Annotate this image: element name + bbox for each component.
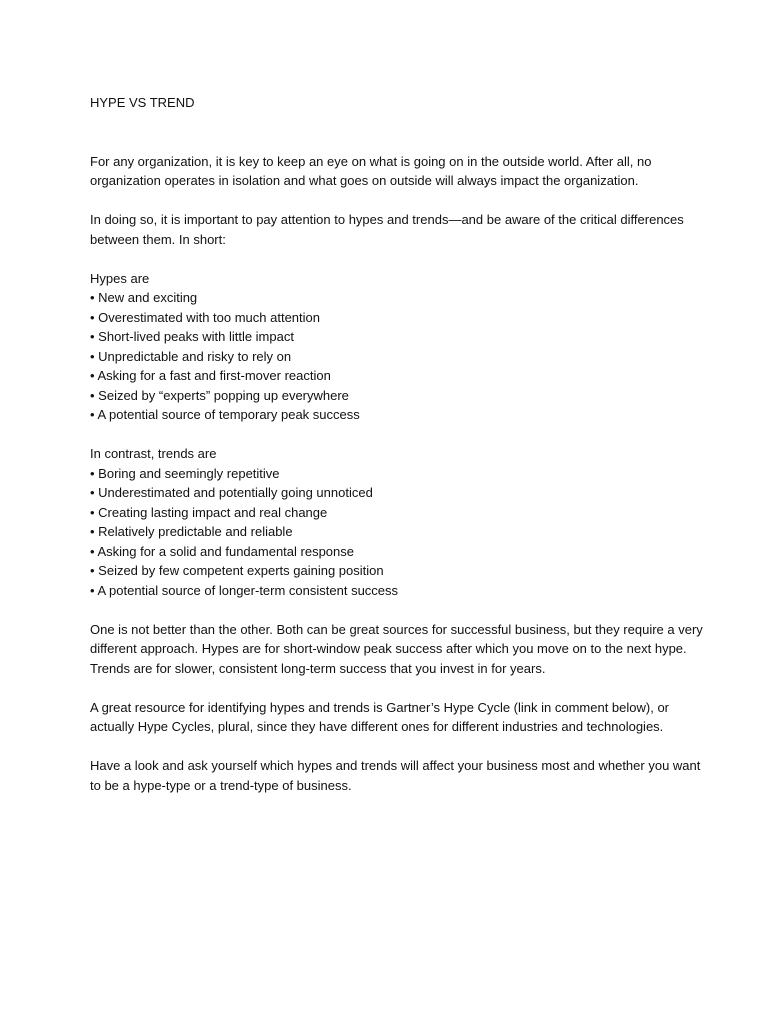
intro-paragraph-2: In doing so, it is important to pay attention to hypes and trends—and be aware of the critical differences between them. In short: [90, 212, 684, 247]
spacer [90, 191, 710, 211]
list-item: • Asking for a fast and first-mover reaction [90, 368, 331, 383]
trends-heading: In contrast, trends are [90, 446, 217, 461]
list-item: • New and exciting [90, 290, 198, 305]
spacer [90, 600, 710, 620]
list-item: • Boring and seemingly repetitive [90, 465, 280, 481]
closing-paragraph-3: Have a look and ask yourself which hypes and trends will affect your business most and whether you want to be a hype-type or a trend-type of business. [90, 758, 701, 793]
document-page [90, 93, 710, 795]
spacer [90, 678, 710, 698]
list-item: • Creating lasting impact and real change [90, 504, 328, 520]
list-item: • A potential source of longer-term consistent success [90, 582, 399, 598]
list-item: • A potential source of temporary peak success [90, 407, 360, 422]
trends-section [90, 444, 710, 600]
document-title: HYPE VS TREND [90, 95, 195, 110]
spacer [90, 425, 710, 445]
list-item: • Asking for a solid and fundamental response [90, 543, 354, 559]
spacer [90, 113, 710, 152]
spacer [90, 737, 710, 757]
list-item: • Overestimated with too much attention [90, 309, 320, 325]
list-item: • Underestimated and potentially going unnoticed [90, 485, 373, 500]
list-item: • Unpredictable and risky to rely on [90, 348, 292, 364]
list-item: • Relatively predictable and reliable [90, 524, 293, 539]
trends-list [90, 464, 710, 601]
hypes-list [90, 288, 710, 425]
list-item: • Seized by “experts” popping up everywhere [90, 387, 349, 403]
hypes-section [90, 269, 710, 425]
list-item: • Short-lived peaks with little impact [90, 329, 294, 344]
closing-paragraph-1: One is not better than the other. Both can be great sources for successful business, but they require a very different approach. Hypes are for short-window peak success after which you move on to the next hype. Trends are for slower, consistent long-term success that you invest in for years. [90, 621, 703, 676]
spacer [90, 249, 710, 269]
hypes-heading: Hypes are [90, 270, 150, 286]
intro-paragraph-1: For any organization, it is key to keep an eye on what is going on in the outside world. After all, no organization operates in isolation and what goes on outside will always impact the organization. [90, 153, 652, 188]
list-item: • Seized by few competent experts gaining position [90, 563, 384, 578]
closing-paragraph-2: A great resource for identifying hypes and trends is Gartner’s Hype Cycle (link in comment below), or actually Hype Cycles, plural, since they have different ones for different industries and technologies. [90, 699, 670, 734]
